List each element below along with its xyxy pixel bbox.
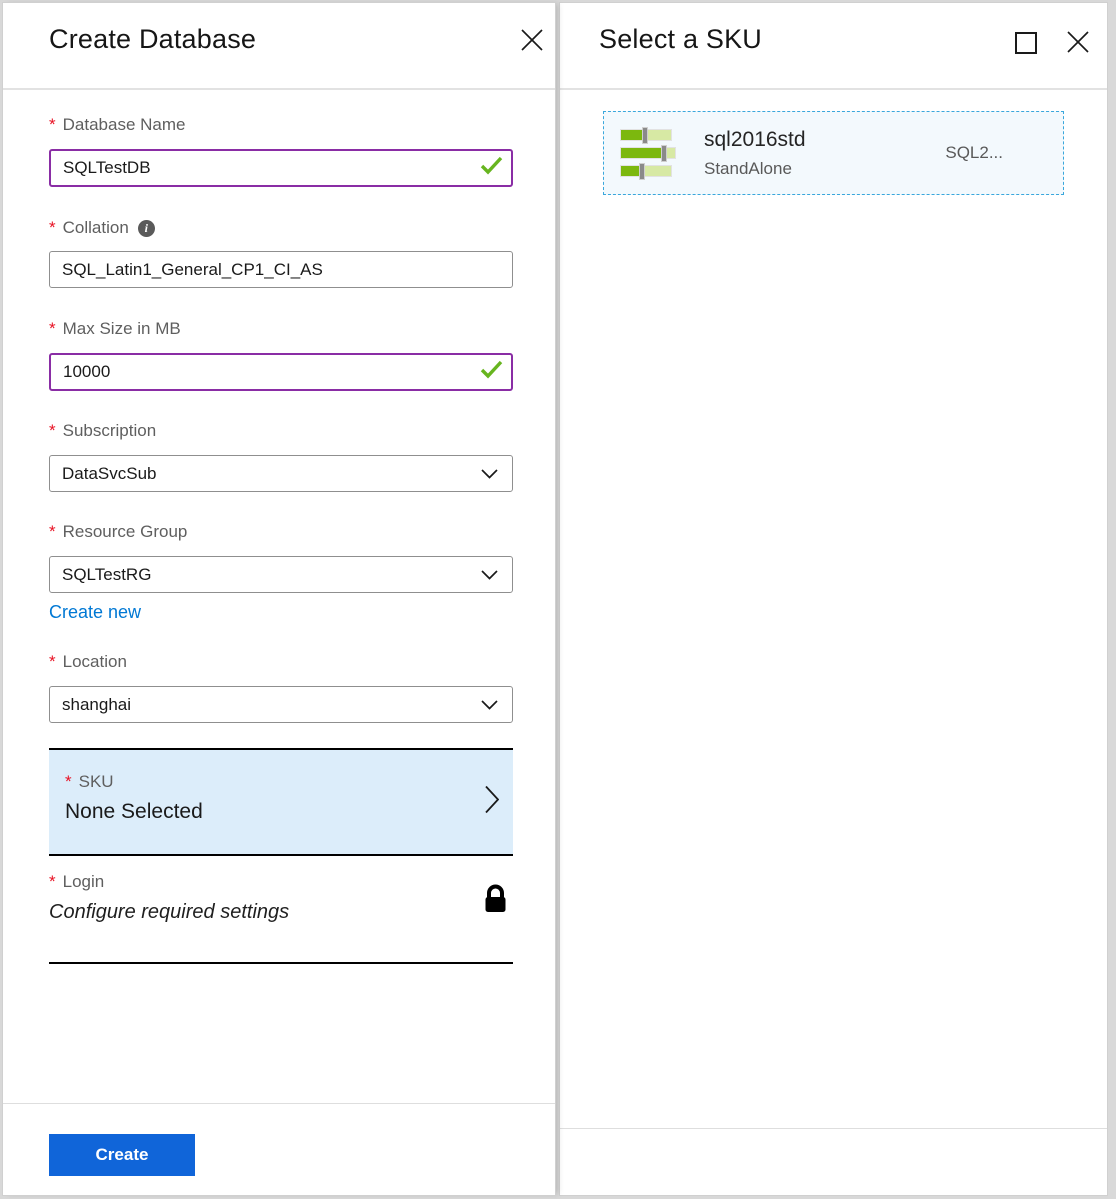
valid-check-icon xyxy=(480,360,503,384)
subscription-field xyxy=(49,421,513,492)
close-icon[interactable] xyxy=(1063,27,1093,57)
blade-title: Select a SKU xyxy=(599,24,762,54)
select-sku-blade xyxy=(559,2,1108,1196)
chevron-right-icon xyxy=(485,786,499,819)
sliders-icon xyxy=(620,126,678,180)
sku-card-type: StandAlone xyxy=(704,158,792,178)
footer-divider xyxy=(560,1128,1107,1129)
select-sku-header xyxy=(560,3,1107,90)
required-marker: * xyxy=(49,872,56,891)
sku-label: * SKU xyxy=(65,772,114,791)
sku-card[interactable] xyxy=(603,111,1064,195)
sku-card-name: sql2016std xyxy=(704,127,806,151)
location-dropdown[interactable]: shanghai xyxy=(49,686,513,723)
close-icon[interactable] xyxy=(517,25,547,55)
login-selector[interactable] xyxy=(49,872,513,964)
chevron-down-icon xyxy=(481,565,498,585)
lock-icon xyxy=(482,884,509,921)
collation-label: * Collation i xyxy=(49,218,513,238)
create-new-link[interactable]: Create new xyxy=(49,602,142,622)
resource-group-field xyxy=(49,522,513,623)
collation-input[interactable] xyxy=(49,251,513,288)
subscription-label: * Subscription xyxy=(49,421,157,440)
resource-group-label: * Resource Group xyxy=(49,522,188,541)
scrollbar-gutter[interactable] xyxy=(1108,0,1116,1199)
info-icon[interactable]: i xyxy=(138,220,155,237)
max-size-field xyxy=(49,319,513,391)
required-marker: * xyxy=(49,218,56,237)
max-size-input[interactable] xyxy=(49,353,513,391)
collation-field xyxy=(49,218,513,288)
chevron-down-icon xyxy=(481,695,498,715)
resource-group-dropdown[interactable]: SQLTestRG xyxy=(49,556,513,593)
sku-selector[interactable] xyxy=(49,748,513,856)
maximize-icon[interactable] xyxy=(1012,29,1040,57)
valid-check-icon xyxy=(480,156,503,180)
blade-title: Create Database xyxy=(49,24,257,54)
sku-card-right-text: SQL2... xyxy=(945,143,1003,162)
max-size-label: * Max Size in MB xyxy=(49,319,181,338)
location-field xyxy=(49,652,513,723)
required-marker: * xyxy=(65,772,72,791)
required-marker: * xyxy=(49,421,56,440)
sku-value: None Selected xyxy=(65,800,203,823)
create-button[interactable]: Create xyxy=(49,1134,195,1176)
login-label: * Login xyxy=(49,872,105,891)
subscription-dropdown[interactable]: DataSvcSub xyxy=(49,455,513,492)
database-name-label: * Database Name xyxy=(49,115,186,134)
create-database-header xyxy=(3,3,555,90)
create-database-blade xyxy=(2,2,556,1196)
database-name-field xyxy=(49,115,513,187)
required-marker: * xyxy=(49,115,56,134)
required-marker: * xyxy=(49,652,56,671)
database-name-input[interactable] xyxy=(49,149,513,187)
login-value: Configure required settings xyxy=(49,901,290,923)
chevron-down-icon xyxy=(481,464,498,484)
required-marker: * xyxy=(49,319,56,338)
location-label: * Location xyxy=(49,652,127,671)
required-marker: * xyxy=(49,522,56,541)
footer-divider xyxy=(3,1103,555,1104)
